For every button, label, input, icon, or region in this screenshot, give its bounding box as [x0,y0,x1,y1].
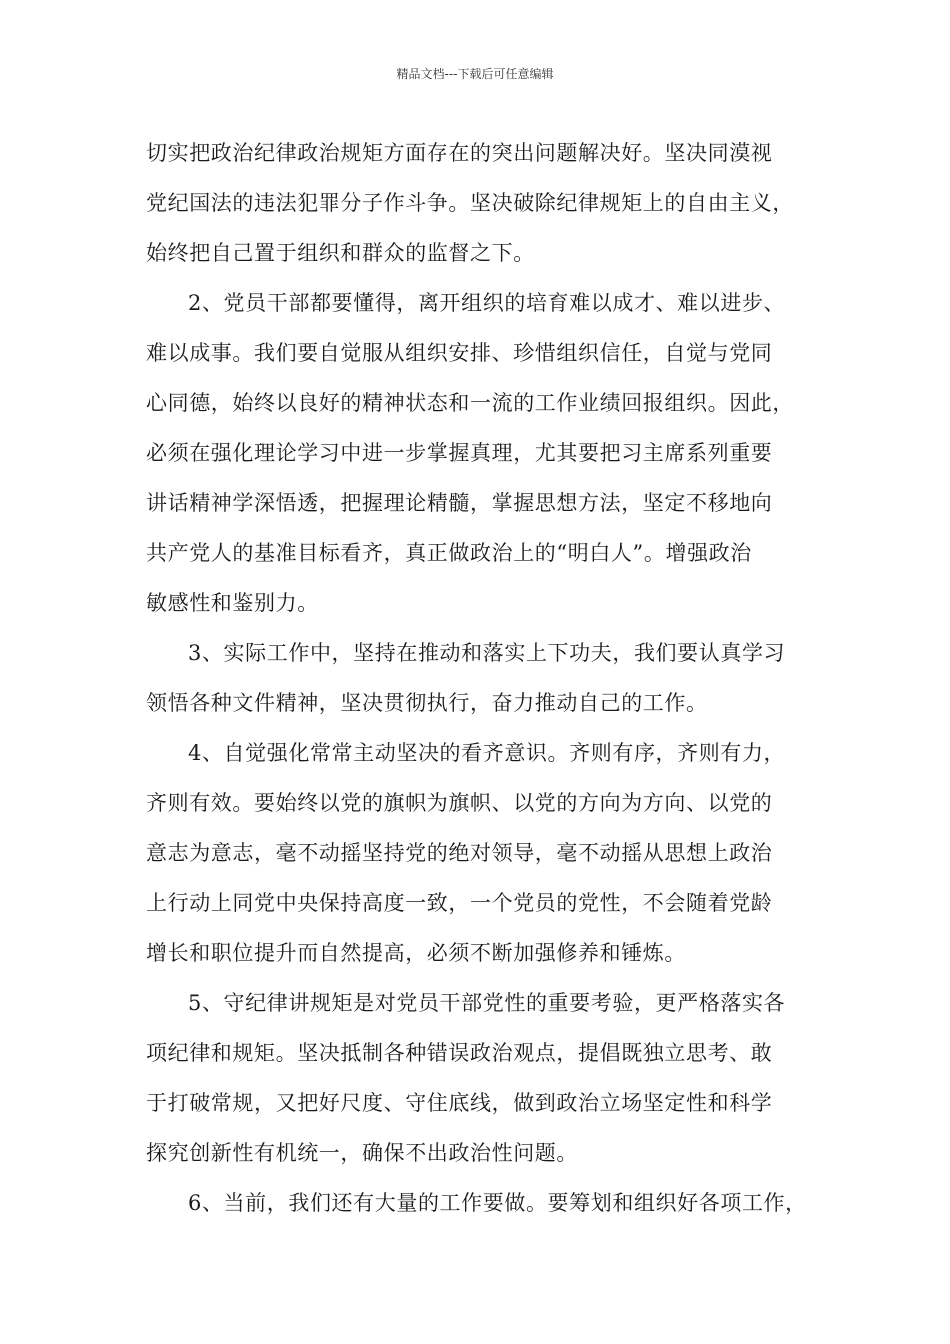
text-line: 齐则有效。要始终以党的旗帜为旗帜、以党的方向为方向、以党的 [146,791,773,815]
page-header: 精品文档---下载后可任意编辑 [396,67,554,81]
paragraph-start-line: 2、党员干部都要懂得，离开组织的培育难以成才、难以进步、 [188,291,786,315]
paragraph-start-line: 5、守纪律讲规矩是对党员干部党性的重要考验，更严格落实各 [188,991,786,1015]
text-line: 切实把政治纪律政治规矩方面存在的突出问题解决好。坚决同漠视 [146,141,773,165]
text-line: 意志为意志，毫不动摇坚持党的绝对领导，毫不动摇从思想上政治 [146,841,773,865]
paragraph-start-line: 4、自觉强化常常主动坚决的看齐意识。齐则有序，齐则有力， [188,741,786,765]
text-line: 始终把自己置于组织和群众的监督之下。 [146,241,535,265]
text-line: 心同德，始终以良好的精神状态和一流的工作业绩回报组织。因此， [146,391,794,415]
text-line: 增长和职位提升而自然提高，必须不断加强修养和锤炼。 [146,941,686,965]
document-body [146,128,826,1228]
text-line: 敏感性和鉴别力。 [146,591,319,615]
text-line: 探究创新性有机统一，确保不出政治性问题。 [146,1141,578,1165]
text-line: 上行动上同党中央保持高度一致，一个党员的党性，不会随着党龄 [146,891,773,915]
paragraph-start-line: 3、实际工作中，坚持在推动和落实上下功夫，我们要认真学习 [188,641,786,665]
text-line: 必须在强化理论学习中进一步掌握真理，尤其要把习主席系列重要 [146,441,773,465]
text-line: 领悟各种文件精神，坚决贯彻执行，奋力推动自己的工作。 [146,691,708,715]
text-line: 难以成事。我们要自觉服从组织安排、珍惜组织信任，自觉与党同 [146,341,773,365]
paragraph-start-line: 6、当前，我们还有大量的工作要做。要筹划和组织好各项工作， [188,1191,807,1215]
text-line: 共产党人的基准目标看齐，真正做政治上的“明白人”。增强政治 [146,541,752,565]
text-line: 于打破常规，又把好尺度、守住底线，做到政治立场坚定性和科学 [146,1091,773,1115]
text-line: 讲话精神学深悟透，把握理论精髓，掌握思想方法，坚定不移地向 [146,491,773,515]
text-line: 项纪律和规矩。坚决抵制各种错误政治观点，提倡既独立思考、敢 [146,1041,773,1065]
text-line: 党纪国法的违法犯罪分子作斗争。坚决破除纪律规矩上的自由主义， [146,191,794,215]
